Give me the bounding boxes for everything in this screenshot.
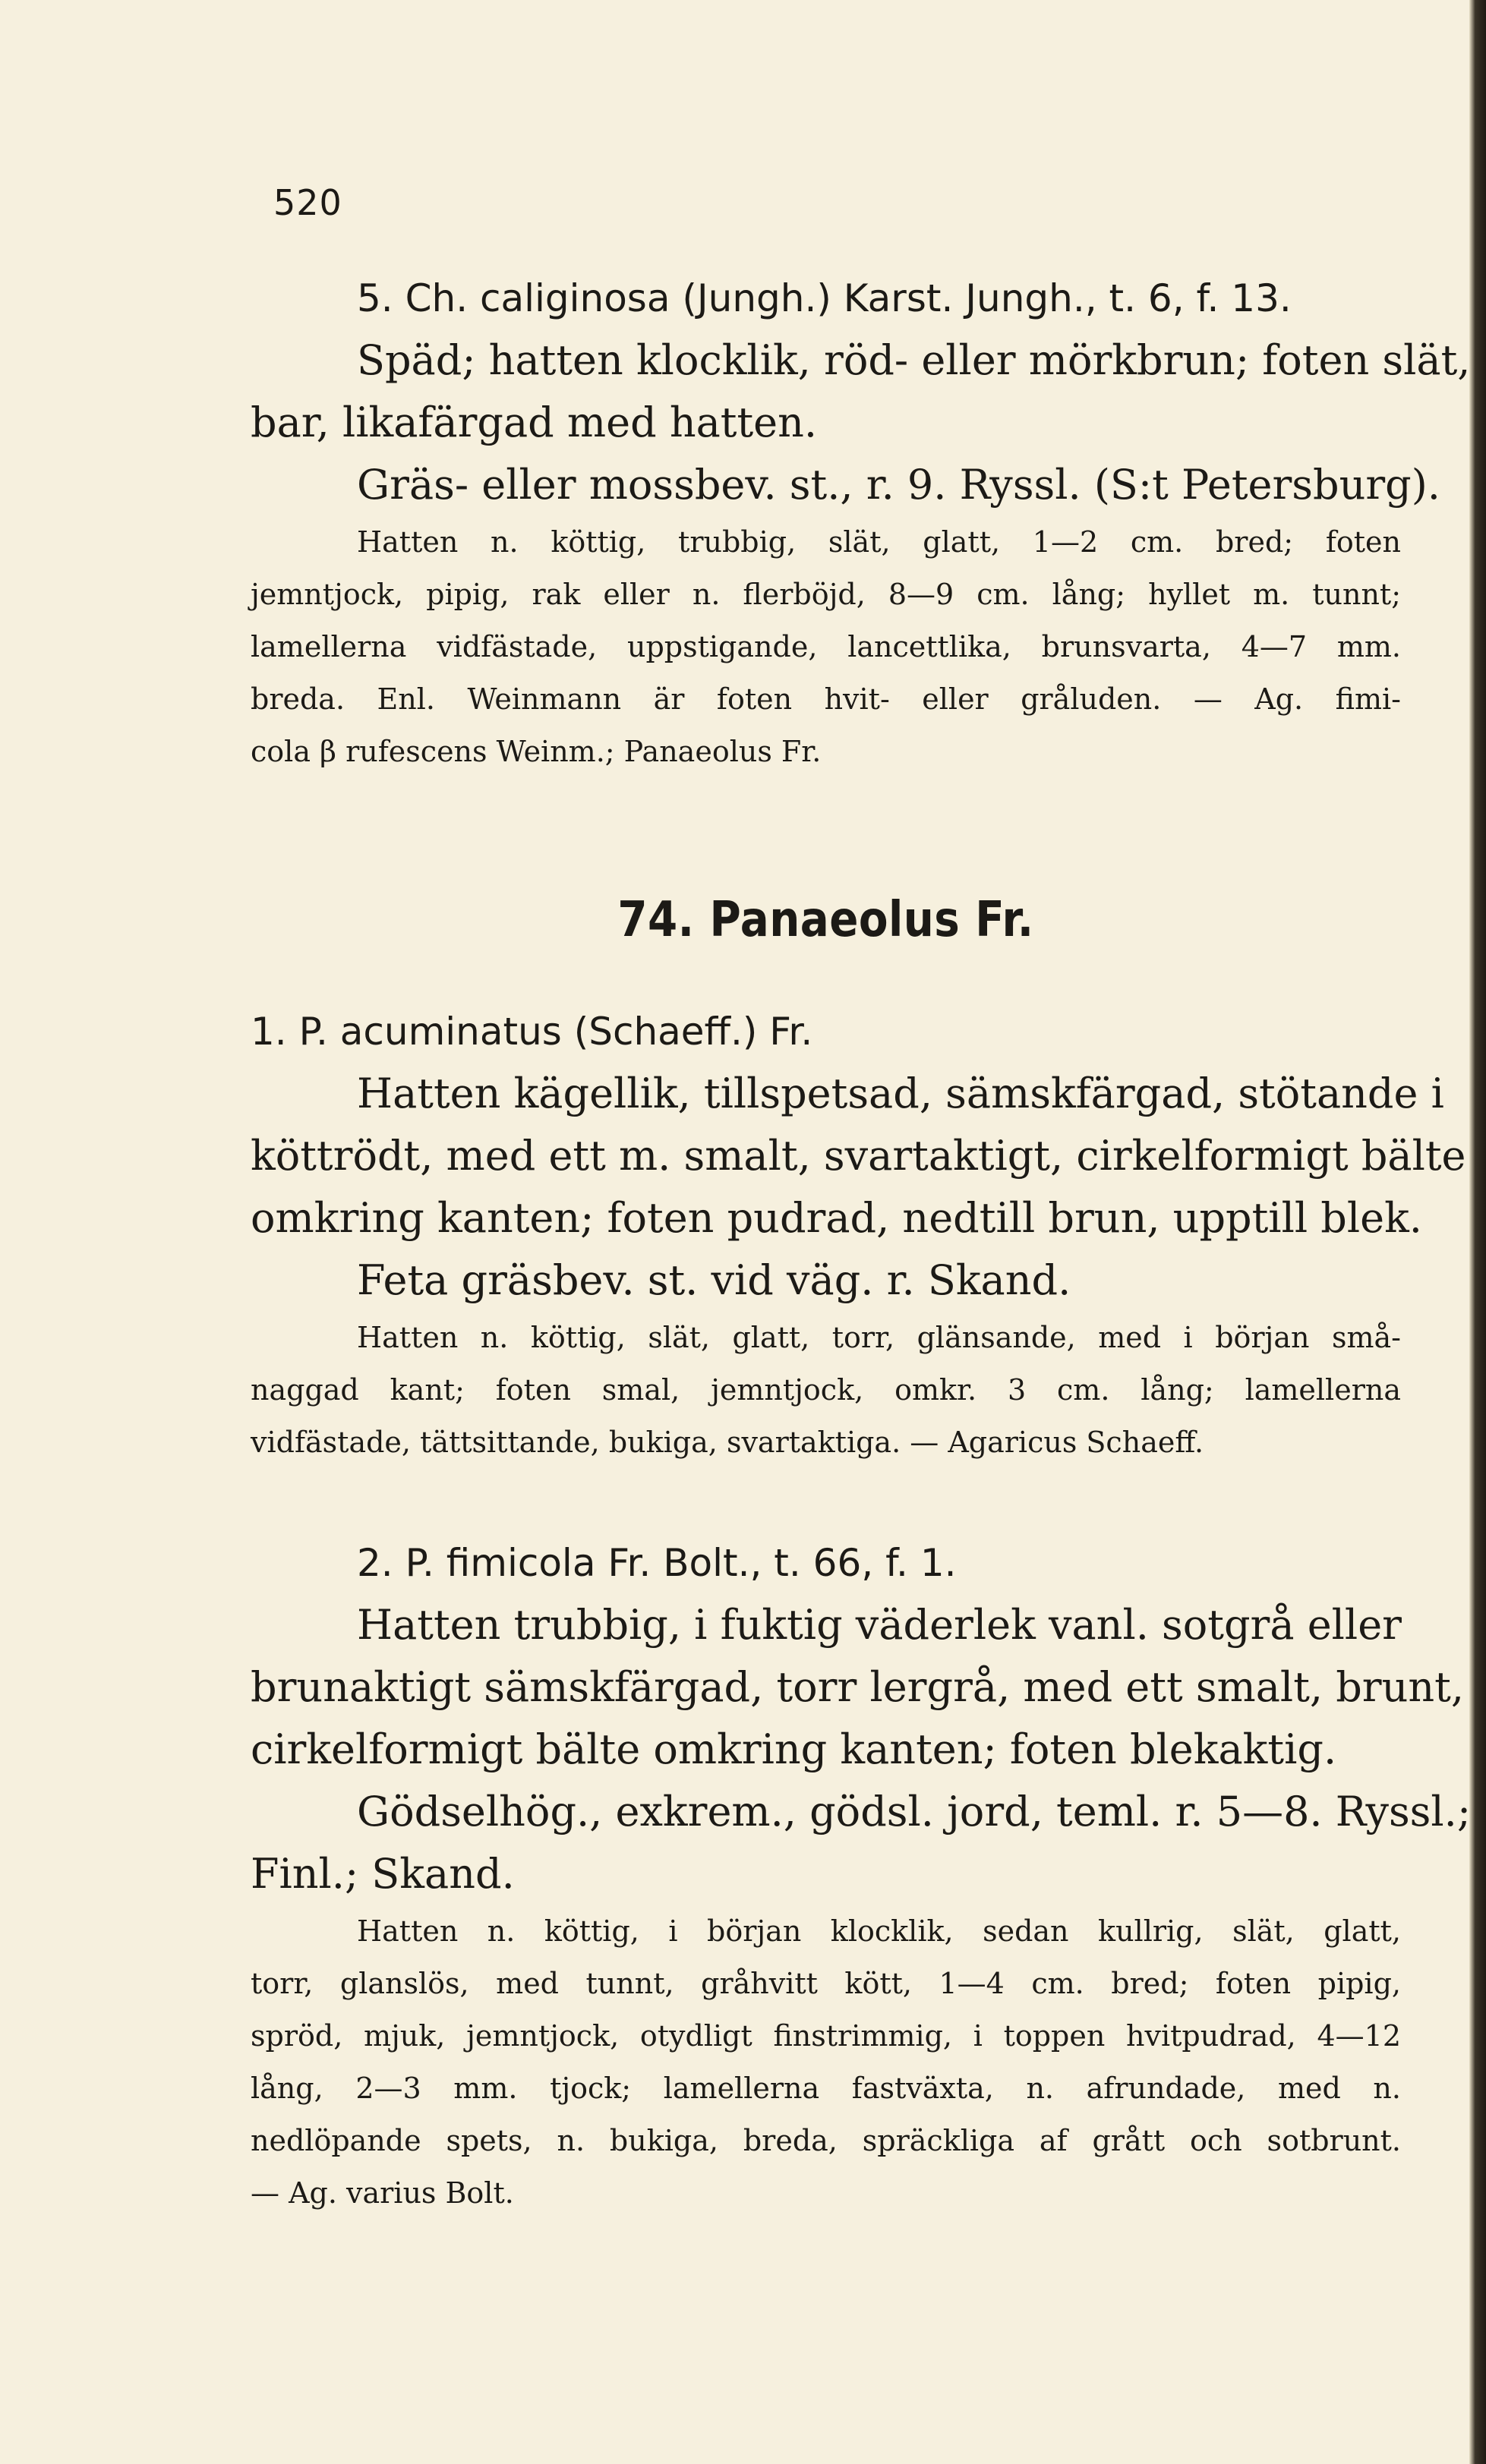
habitat-line: Finl.; Skand. bbox=[251, 1850, 515, 1898]
genus-title: 74. Panaeolus Fr. bbox=[617, 892, 1034, 948]
note-line: Hatten n. köttig, slät, glatt, torr, glänsande, med i början små- bbox=[357, 1321, 1401, 1354]
description-line: köttrödt, med ett m. smalt, svartaktigt, cirkelformigt bälte bbox=[251, 1132, 1466, 1180]
note-line: nedlöpande spets, n. bukiga, breda, spräckliga af grått och sotbrunt. bbox=[251, 2124, 1401, 2157]
habitat-line: Feta gräsbev. st. vid väg. r. Skand. bbox=[357, 1256, 1071, 1304]
habitat-line: Gräs- eller mossbev. st., r. 9. Ryssl. (S:t Petersburg). bbox=[357, 461, 1440, 509]
description-line: brunaktigt sämskfärgad, torr lergrå, med ett smalt, brunt, bbox=[251, 1663, 1465, 1711]
note-line: spröd, mjuk, jemntjock, otydligt finstrimmig, i toppen hvitpudrad, 4—12 bbox=[251, 2019, 1401, 2053]
note-line: lång, 2—3 mm. tjock; lamellerna fastväxta, n. afrundade, med n. bbox=[251, 2072, 1401, 2105]
note-line: torr, glanslös, med tunnt, gråhvitt kött, 1—4 cm. bred; foten pipig, bbox=[251, 1967, 1401, 2000]
description-line: bar, likafärgad med hatten. bbox=[251, 399, 818, 446]
species-heading: 2. P. fimicola Fr. Bolt., t. 66, f. 1. bbox=[357, 1541, 957, 1585]
note-line: lamellerna vidfästade, uppstigande, lancettlika, brunsvarta, 4—7 mm. bbox=[251, 630, 1401, 663]
page-number: 520 bbox=[273, 182, 342, 223]
description-line: Hatten trubbig, i fuktig väderlek vanl. sotgrå eller bbox=[357, 1601, 1402, 1649]
note-line: vidfästade, tättsittande, bukiga, svartaktiga. — Agaricus Schaeff. bbox=[251, 1426, 1204, 1459]
description-line: Späd; hatten klocklik, röd- eller mörkbrun; foten slät, bbox=[357, 336, 1471, 384]
note-line: — Ag. varius Bolt. bbox=[251, 2176, 514, 2210]
note-line: Hatten n. köttig, trubbig, slät, glatt, 1—2 cm. bred; foten bbox=[357, 525, 1401, 559]
entry-acuminatus bbox=[251, 1000, 1466, 1469]
note-line: cola β rufescens Weinm.; Panaeolus Fr. bbox=[251, 735, 822, 768]
species-heading: 5. Ch. caliginosa (Jungh.) Karst. Jungh., t. 6, f. 13. bbox=[357, 276, 1292, 320]
habitat-line: Gödselhög., exkrem., gödsl. jord, teml. r. 5—8. Ryssl.; bbox=[357, 1788, 1472, 1835]
description-line: omkring kanten; foten pudrad, nedtill brun, upptill blek. bbox=[251, 1194, 1422, 1242]
page-edge-shadow bbox=[1469, 0, 1486, 2464]
note-line: naggad kant; foten smal, jemntjock, omkr. 3 cm. lång; lamellerna bbox=[251, 1373, 1401, 1407]
note-line: breda. Enl. Weinmann är foten hvit- eller gråluden. — Ag. fimi- bbox=[251, 682, 1401, 716]
note-line: jemntjock, pipig, rak eller n. flerböjd, 8—9 cm. lång; hyllet m. tunnt; bbox=[251, 578, 1401, 611]
entry-fimicola bbox=[251, 1532, 1472, 2220]
description-line: cirkelformigt bälte omkring kanten; foten blekaktig. bbox=[251, 1725, 1337, 1773]
note-line: Hatten n. köttig, i början klocklik, sedan kullrig, slät, glatt, bbox=[357, 1914, 1401, 1948]
description-line: Hatten kägellik, tillspetsad, sämskfärgad, stötande i bbox=[357, 1070, 1444, 1117]
species-heading: 1. P. acuminatus (Schaeff.) Fr. bbox=[251, 1010, 813, 1054]
entry-caliginosa bbox=[251, 267, 1471, 778]
